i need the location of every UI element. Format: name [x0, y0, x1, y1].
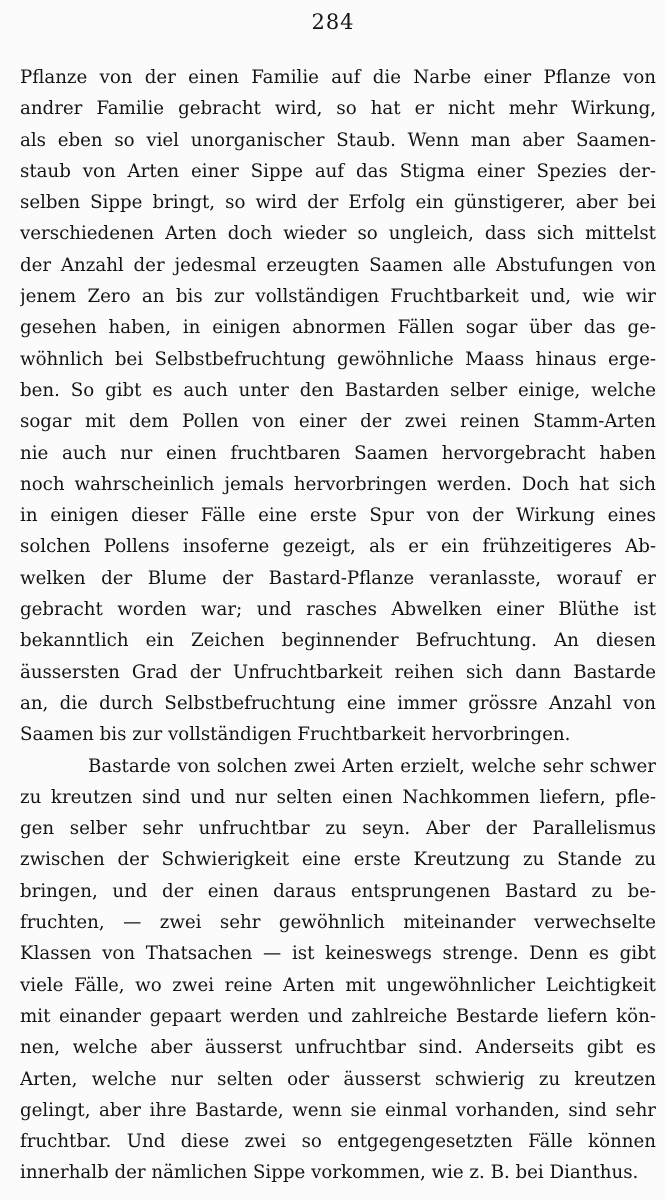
- text-line: in einigen dieser Fälle eine erste Spur von der Wirkung eines: [20, 505, 656, 527]
- text-line: innerhalb der nämlichen Sippe vorkommen, wie z. B. bei Dianthus.: [20, 1162, 639, 1184]
- text-line: viele Fälle, wo zwei reine Arten mit ungewöhnlicher Leichtigkeit: [20, 974, 656, 996]
- text-line: andrer Familie gebracht wird, so hat er nicht mehr Wirkung,: [20, 98, 656, 120]
- text-line: selben Sippe bringt, so wird der Erfolg ein günstigerer, aber bei: [20, 192, 656, 214]
- text-line: Pflanze von der einen Familie auf die Narbe einer Pflanze von: [20, 67, 656, 88]
- text-line: fruchtbar. Und diese zwei so entgegengesetzten Fälle können: [20, 1131, 656, 1153]
- text-line: mit einander gepaart werden und zahlreiche Bestarde liefern kön-: [20, 1005, 656, 1027]
- text-line: ben. So gibt es auch unter den Bastarden selber einige, welche: [20, 379, 656, 401]
- text-line: der Anzahl der jedesmal erzeugten Saamen alle Abstufungen von: [20, 254, 656, 276]
- page-number: 284: [311, 10, 355, 34]
- text-line: nen, welche aber äusserst unfruchtbar sind. Anderseits gibt es: [20, 1037, 656, 1059]
- text-line: zwischen der Schwierigkeit eine erste Kreutzung zu Stande zu: [20, 849, 656, 871]
- text-line: gesehen haben, in einigen abnormen Fällen sogar über das ge-: [20, 317, 656, 339]
- text-line: Bastarde von solchen zwei Arten erzielt, welche sehr schwer: [88, 755, 656, 777]
- text-line: staub von Arten einer Sippe auf das Stigma einer Spezies der-: [20, 160, 656, 182]
- text-line: gelingt, aber ihre Bastarde, wenn sie einmal vorhanden, sind sehr: [20, 1099, 656, 1121]
- text-line: äussersten Grad der Unfruchtbarkeit reihen sich dann Bastarde: [20, 661, 656, 683]
- text-line: noch wahrscheinlich jemals hervorbringen werden. Doch hat sich: [20, 473, 656, 495]
- text-line: bekanntlich ein Zeichen beginnender Befruchtung. An diesen: [20, 630, 656, 652]
- text-line: fruchten, — zwei sehr gewöhnlich miteinander verwechselte: [20, 912, 656, 934]
- text-line: gebracht worden war; und rasches Abwelken einer Blüthe ist: [20, 599, 656, 621]
- text-line: nie auch nur einen fruchtbaren Saamen hervorgebracht haben: [20, 442, 656, 464]
- text-line: Klassen von Thatsachen — ist keineswegs strenge. Denn es gibt: [20, 943, 656, 965]
- text-line: als eben so viel unorganischer Staub. Wenn man aber Saamen-: [20, 129, 656, 151]
- body-text: [20, 62, 656, 1189]
- text-line: bringen, und der einen daraus entsprungenen Bastard zu be-: [20, 880, 656, 902]
- text-line: gen selber sehr unfruchtbar zu seyn. Aber der Parallelismus: [20, 818, 656, 840]
- paragraph: [20, 62, 656, 751]
- text-line: Arten, welche nur selten oder äusserst schwierig zu kreutzen: [20, 1068, 656, 1090]
- text-line: jenem Zero an bis zur vollständigen Fruchtbarkeit und, wie wir: [20, 286, 656, 308]
- text-line: welken der Blume der Bastard-Pflanze veranlasste, worauf er: [20, 567, 656, 589]
- text-line: verschiedenen Arten doch wieder so ungleich, dass sich mittelst: [20, 223, 656, 245]
- text-line: Saamen bis zur vollständigen Fruchtbarkeit hervorbringen.: [20, 724, 571, 746]
- paragraph: [20, 751, 656, 1189]
- text-line: sogar mit dem Pollen von einer der zwei reinen Stamm-Arten: [20, 411, 656, 433]
- text-line: an, die durch Selbstbefruchtung eine immer grössre Anzahl von: [20, 692, 656, 714]
- text-line: wöhnlich bei Selbstbefruchtung gewöhnliche Maass hinaus erge-: [20, 348, 656, 370]
- text-line: zu kreutzen sind und nur selten einen Nachkommen liefern, pfle-: [20, 786, 656, 808]
- text-line: solchen Pollens insoferne gezeigt, als er ein frühzeitigeres Ab-: [20, 536, 656, 558]
